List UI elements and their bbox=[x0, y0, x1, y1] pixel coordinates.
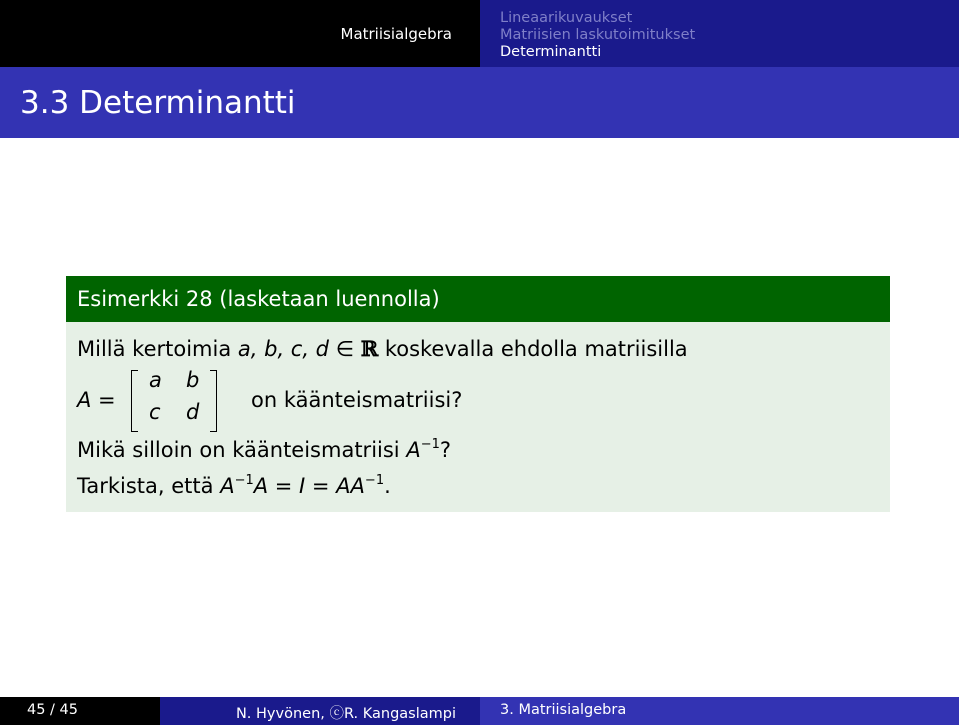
example-header: Esimerkki 28 (lasketaan luennolla) bbox=[66, 276, 890, 322]
footer-section bbox=[480, 697, 959, 725]
footer-page bbox=[0, 697, 160, 725]
header-navigation bbox=[0, 0, 959, 67]
matrix-suffix: on käänteismatriisi? bbox=[251, 388, 463, 412]
page-number: 45 / 45 bbox=[27, 702, 79, 718]
example-line-3: Mikä silloin on käänteismatriisi $A^{-1}$? bbox=[77, 437, 452, 462]
matrix-cell-b: b bbox=[186, 368, 200, 392]
authors: N. Hyvönen, ⓒR. Kangaslampi bbox=[235, 706, 456, 722]
matrix-cell-d: d bbox=[186, 400, 200, 424]
nav-subsection-lineaarikuvaukset[interactable]: Lineaarikuvaukset bbox=[500, 10, 633, 26]
example-body bbox=[66, 322, 890, 512]
matrix-right-bracket bbox=[210, 370, 217, 432]
nav-section-link[interactable]: Matriisialgebra bbox=[340, 25, 452, 43]
matrix bbox=[131, 368, 217, 434]
nav-subsection-determinantti[interactable]: Determinantti bbox=[500, 44, 602, 60]
frame-title: 3.3 Determinantti bbox=[20, 85, 296, 121]
frame-title-bar bbox=[0, 67, 959, 138]
nav-section-area bbox=[0, 0, 480, 67]
example-line-4: Tarkista, että $A^{-1}A = I = AA^{-1}$. bbox=[77, 473, 391, 498]
example-line-1: Millä kertoimia a, b, c, d ∈ ℝ koskevalla ehdolla matriisilla bbox=[77, 336, 688, 361]
footer-section-title: 3. Matriisialgebra bbox=[500, 702, 627, 718]
matrix-label: A = bbox=[77, 388, 116, 412]
nav-subsection-area bbox=[480, 0, 959, 67]
matrix-left-bracket bbox=[131, 370, 138, 432]
matrix-cell-a: a bbox=[149, 368, 162, 392]
matrix-line bbox=[77, 368, 677, 434]
footer-authors bbox=[160, 697, 480, 725]
matrix-cell-c: c bbox=[149, 400, 161, 424]
footer bbox=[0, 697, 959, 725]
nav-subsection-laskutoimitukset[interactable]: Matriisien laskutoimitukset bbox=[500, 27, 696, 43]
example-block bbox=[66, 276, 890, 512]
